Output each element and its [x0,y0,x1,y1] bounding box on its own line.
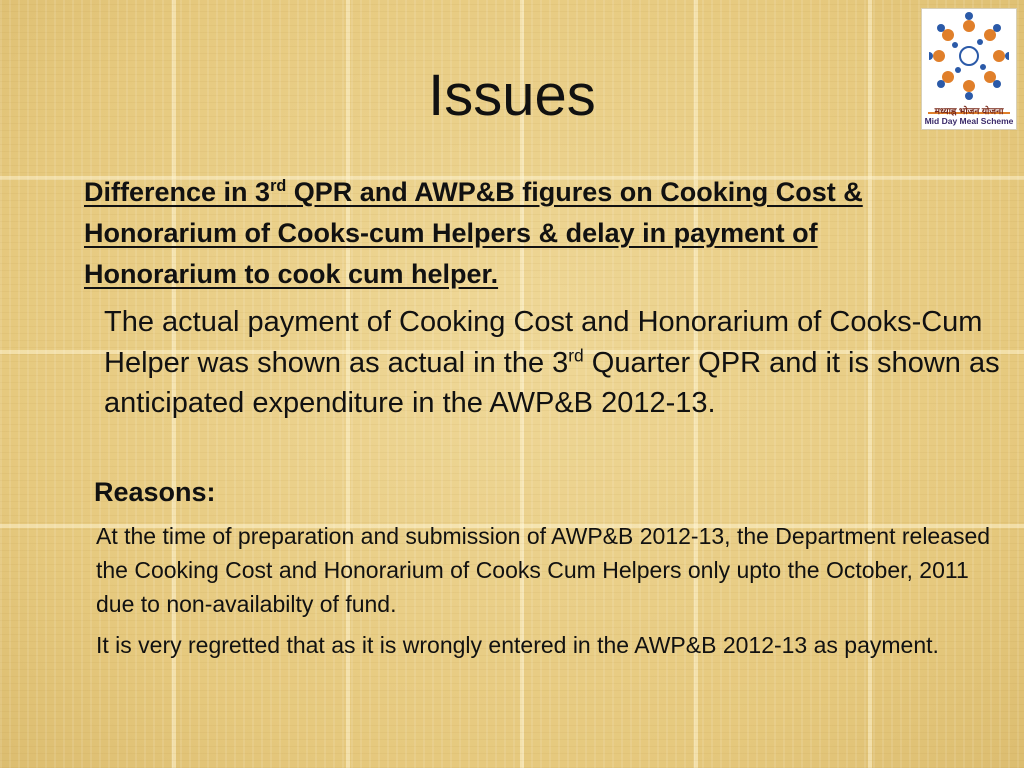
slide-title: Issues [428,63,596,128]
reason-item: At the time of preparation and submission of AWP&B 2012-13, the Department released the Cooking Cost and Honorarium of Cooks Cum Helpers only upto the October, 2011 due to non-availabilty of fund. [96,523,991,617]
scheme-logo [921,8,1017,130]
issue-heading-superscript: rd [270,177,287,195]
issue-description [104,302,1004,424]
issue-heading-part2: QPR and AWP&B figures on Cooking Cost & Honorarium of Cooks-cum Helpers & delay in payment of Honorarium to cook cum helper. [84,177,863,289]
issue-heading-part1: Difference in 3 [84,177,271,207]
logo-english-text: Mid Day Meal Scheme [924,116,1014,126]
reasons-heading: Reasons: [94,477,216,507]
issue-heading [84,172,974,295]
issue-description-superscript: rd [568,344,584,365]
mid-day-meal-logo-icon [929,12,1009,104]
logo-hindi-text: मध्याह्न भोजन योजना [934,106,1004,116]
issue-description-part2: Quarter QPR and it is shown as anticipated expenditure in the AWP&B 2012-13. [104,346,1000,419]
reason-item: It is very regretted that as it is wrongly entered in the AWP&B 2012-13 as payment. [96,632,939,658]
issue-description-part1: The actual payment of Cooking Cost and Honorarium of Cooks-Cum Helper was shown as actual in the 3 [104,306,983,379]
